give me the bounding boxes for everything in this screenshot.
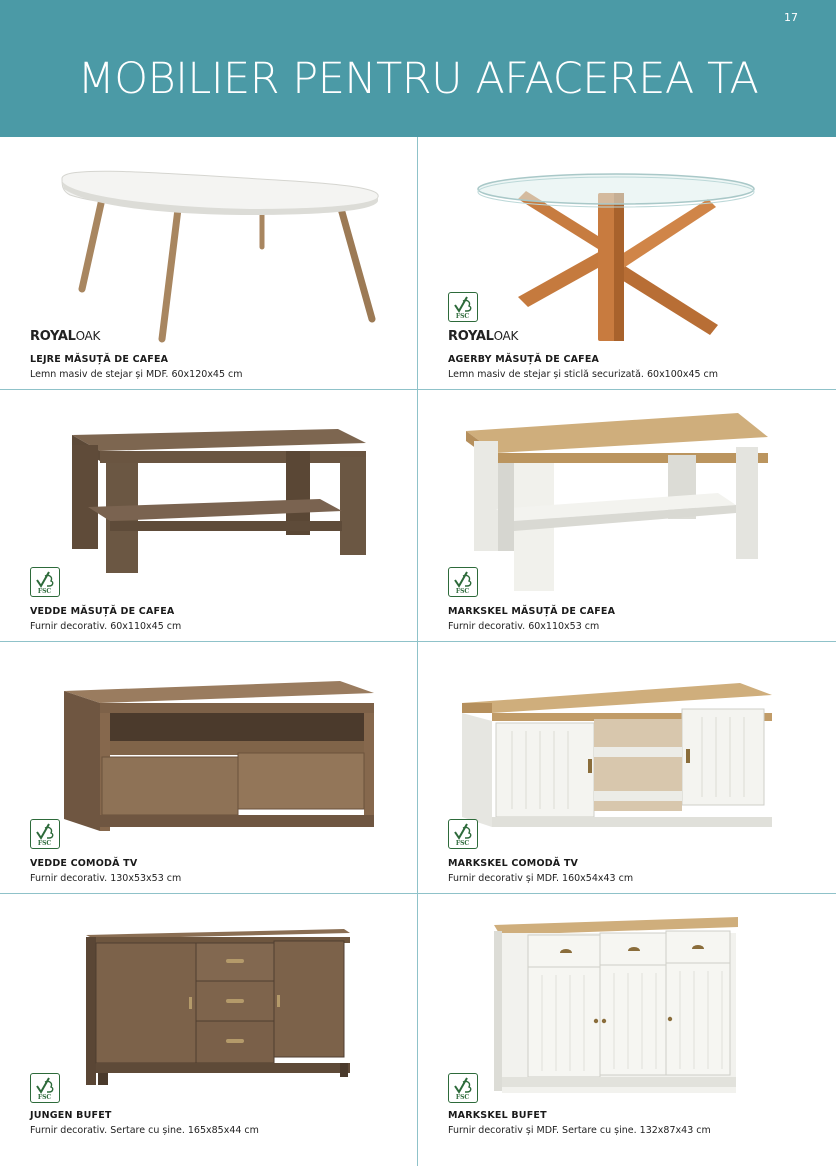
fsc-badge	[448, 292, 478, 322]
markskel-sideboard-image	[418, 893, 835, 1145]
product-card-markskel-bufet[interactable]	[418, 893, 835, 1145]
product-card-markskel-tv[interactable]	[418, 641, 835, 893]
fsc-badge	[448, 1073, 478, 1103]
svg-text:FSC: FSC	[455, 840, 470, 847]
svg-text:FSC: FSC	[455, 1094, 470, 1101]
product-name: MARKSKEL BUFET	[448, 1110, 547, 1121]
product-name: VEDDE COMODĂ TV	[30, 858, 138, 869]
royal-oak-logo: ROYALOAK	[30, 329, 101, 344]
lejre-coffee-table-image	[0, 137, 417, 389]
markskel-coffee-table-image	[418, 389, 835, 641]
svg-text:FSC: FSC	[37, 840, 52, 847]
product-name: MARKSKEL MĂSUȚĂ DE CAFEA	[448, 606, 616, 617]
product-card-markskel-coffee[interactable]	[418, 389, 835, 641]
product-grid	[0, 137, 836, 1166]
fsc-badge	[448, 567, 478, 597]
page-title: MOBILIER PENTRU AFACEREA TA	[77, 54, 759, 104]
product-name: MARKSKEL COMODĂ TV	[448, 858, 579, 869]
product-card-vedde-tv[interactable]	[0, 641, 417, 893]
svg-text:FSC: FSC	[455, 313, 470, 320]
page-header	[0, 0, 836, 137]
product-description: Furnir decorativ. 130x53x53 cm	[30, 873, 182, 884]
product-description: Furnir decorativ și MDF. 160x54x43 cm	[448, 873, 634, 884]
product-card-agerby[interactable]	[418, 137, 835, 389]
product-card-jungen[interactable]	[0, 893, 417, 1145]
product-description: Furnir decorativ. 60x110x53 cm	[448, 621, 600, 632]
royal-oak-logo: ROYALOAK	[448, 329, 519, 344]
product-description: Lemn masiv de stejar și MDF. 60x120x45 cm	[30, 369, 243, 380]
agerby-coffee-table-image	[418, 137, 835, 389]
jungen-sideboard-image	[0, 893, 417, 1145]
fsc-badge	[30, 819, 60, 849]
product-description: Furnir decorativ și MDF. Sertare cu șine. 132x87x43 cm	[448, 1125, 711, 1136]
product-card-vedde-coffee[interactable]	[0, 389, 417, 641]
markskel-tv-bench-image	[418, 641, 835, 893]
fsc-badge	[30, 567, 60, 597]
product-card-lejre[interactable]	[0, 137, 417, 389]
fsc-badge	[30, 1073, 60, 1103]
product-name: VEDDE MĂSUȚĂ DE CAFEA	[30, 606, 175, 617]
svg-text:FSC: FSC	[37, 1094, 52, 1101]
product-description: Lemn masiv de stejar și sticlă securizată. 60x100x45 cm	[448, 369, 719, 380]
page-number: 17	[784, 11, 798, 24]
svg-text:FSC: FSC	[37, 588, 52, 595]
product-name: AGERBY MĂSUȚĂ DE CAFEA	[448, 354, 600, 365]
product-name: JUNGEN BUFET	[30, 1110, 112, 1121]
vedde-coffee-table-image	[0, 389, 417, 641]
vedde-tv-bench-image	[0, 641, 417, 893]
svg-text:FSC: FSC	[455, 588, 470, 595]
fsc-badge	[448, 819, 478, 849]
product-description: Furnir decorativ. Sertare cu șine. 165x85x44 cm	[30, 1125, 259, 1136]
product-description: Furnir decorativ. 60x110x45 cm	[30, 621, 182, 632]
product-name: LEJRE MĂSUȚĂ DE CAFEA	[30, 354, 169, 365]
